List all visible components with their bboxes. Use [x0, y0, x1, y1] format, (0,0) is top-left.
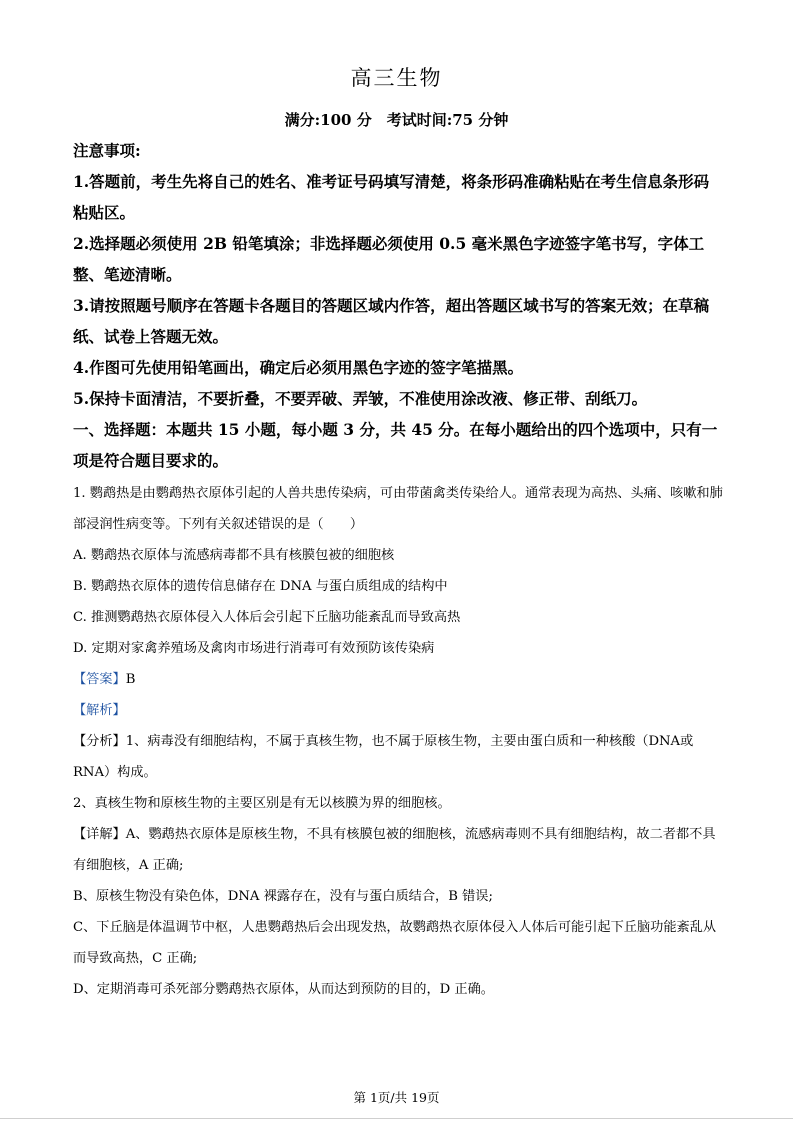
option-b: B. 鹦鹉热衣原体的遗传信息储存在 DNA 与蛋白质组成的结构中	[73, 579, 448, 594]
option-c: C. 推测鹦鹉热衣原体侵入人体后会引起下丘脑功能紊乱而导致高热	[73, 610, 461, 625]
analysis-line-4: B、原核生物没有染色体，DNA 裸露存在，没有与蛋白质结合，B 错误;	[73, 889, 493, 904]
analysis-label: 【解析】	[73, 703, 126, 718]
notice-block	[73, 135, 723, 476]
bottom-divider	[0, 1118, 793, 1119]
analysis-line-6: D、定期消毒可杀死部分鹦鹉热衣原体，从而达到预防的目的，D 正确。	[73, 982, 494, 997]
analysis-line-5: C、下丘脑是体温调节中枢，人患鹦鹉热后会出现发热，故鹦鹉热衣原体侵入人体后可能引起下丘脑功能紊乱从而导致高热，C 正确;	[73, 920, 717, 966]
exam-info: 满分:100 分 考试时间:75 分钟	[284, 111, 509, 129]
section-heading: 一、选择题：本题共 15 小题，每小题 3 分，共 45 分。在每小题给出的四个选项中，只有一项是符合题目要求的。	[73, 420, 718, 470]
analysis-line-1: 【分析】1、病毒没有细胞结构，不属于真核生物，也不属于原核生物，主要由蛋白质和一种核酸（DNA或 RNA）构成。	[73, 734, 694, 780]
question-1	[73, 478, 723, 1005]
page-title: 高三生物	[350, 66, 443, 90]
answer-label: 【答案】	[73, 672, 126, 687]
notice-item-1: 1.答题前，考生先将自己的姓名、准考证号码填写清楚，将条形码准确粘贴在考生信息条形码粘贴区。	[73, 172, 710, 222]
notice-item-3: 3.请按照题号顺序在答题卡各题目的答题区域内作答，超出答题区域书写的答案无效；在草稿纸、试卷上答题无效。	[73, 296, 710, 346]
notice-item-4: 4.作图可先使用铅笔画出，确定后必须用黑色字迹的签字笔描黑。	[73, 358, 524, 377]
question-stem: 1. 鹦鹉热是由鹦鹉热衣原体引起的人兽共患传染病，可由带菌禽类传染给人。通常表现为高热、头痛、咳嗽和肺部浸润性病变等。下列有关叙述错误的是（ ）	[73, 486, 723, 532]
notice-heading: 注意事项:	[73, 141, 141, 160]
page-number: 第 1页/共 19页	[353, 1090, 440, 1105]
answer-line	[73, 664, 723, 695]
answer-value: B	[125, 672, 136, 687]
option-a: A. 鹦鹉热衣原体与流感病毒都不具有核膜包被的细胞核	[73, 548, 395, 563]
analysis-line-2: 2、真核生物和原核生物的主要区别是有无以核膜为界的细胞核。	[73, 796, 451, 811]
notice-item-2: 2.选择题必须使用 2B 铅笔填涂；非选择题必须使用 0.5 毫米黑色字迹签字笔书写，字体工整、笔迹清晰。	[73, 234, 705, 284]
option-d: D. 定期对家禽养殖场及禽肉市场进行消毒可有效预防该传染病	[73, 641, 435, 656]
analysis-line-3: 【详解】A、鹦鹉热衣原体是原核生物，不具有核膜包被的细胞核，流感病毒则不具有细胞结构，故二者都不具有细胞核，A 正确;	[73, 827, 716, 873]
notice-item-5: 5.保持卡面清洁，不要折叠，不要弄破、弄皱，不准使用涂改液、修正带、刮纸刀。	[73, 389, 648, 408]
